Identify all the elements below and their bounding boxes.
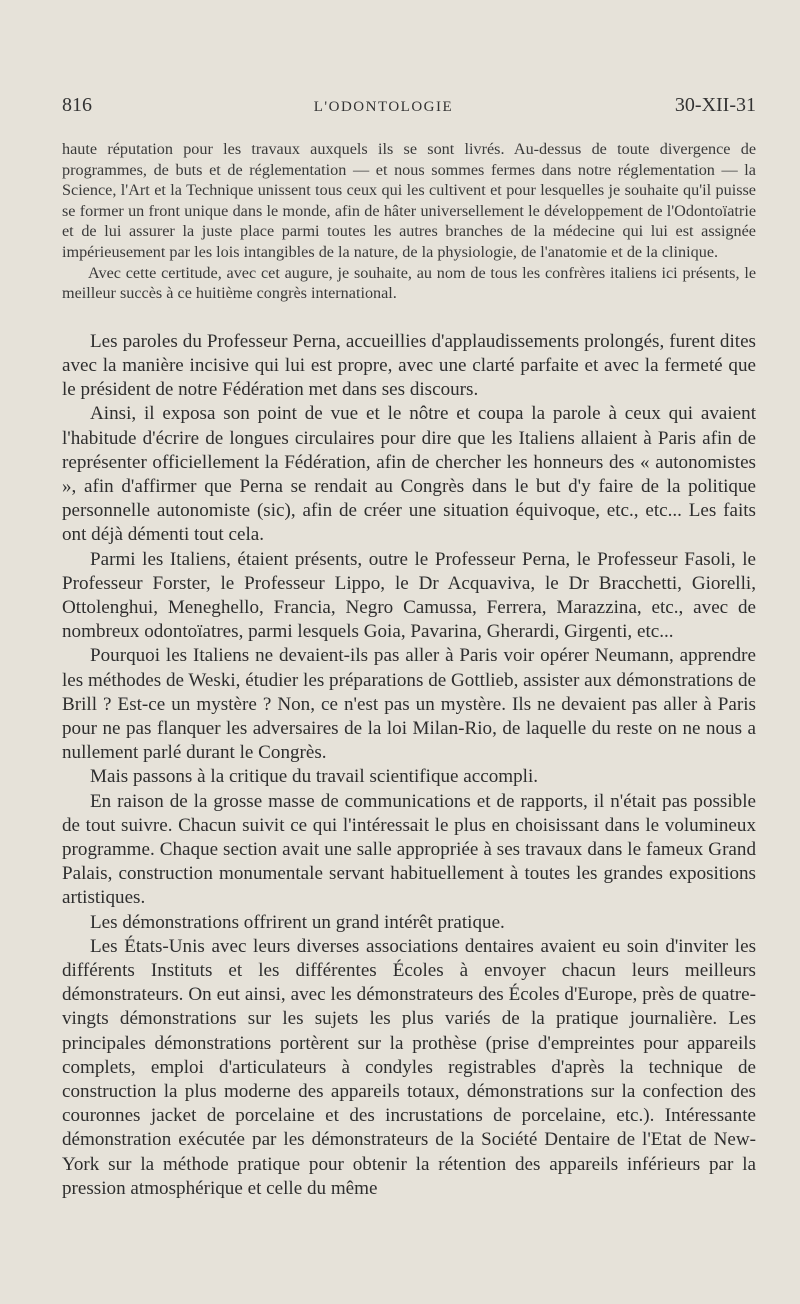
quote-paragraph: haute réputation pour les travaux auxquels ils se sont livrés. Au-dessus de toute divergence de programmes, de buts et de réglementation — et nous sommes fermes dans notre réglementation — la Science, l'Art et la Technique unissent tous ceux qui les cultivent et pour lesquelles je souhaite qu'il puisse se former un front unique dans le monde, afin de hâter universellement le développement de l'Odontoïatrie et de lui assurer la juste place parmi toutes les autres branches de la médecine qui lui est assignée impérieusement par les lois intangibles de la nature, de la physiologie, de l'anatomie et de la clinique. — [62, 140, 756, 261]
issue-date: 30-XII-31 — [674, 94, 756, 116]
journal-title: L'ODONTOLOGIE — [313, 99, 454, 115]
body-paragraph: Les paroles du Professeur Perna, accueillies d'applaudissements prolongés, furent dites avec la manière incisive qui lui est propre, avec une clarté parfaite et avec la fermeté que le président de notre Fédération met dans ses discours. — [62, 330, 756, 401]
body-paragraph: Mais passons à la critique du travail scientifique accompli. — [90, 766, 539, 788]
body-paragraph: Les États-Unis avec leurs diverses associations dentaires avaient eu soin d'inviter les différents Instituts et les différentes Écoles à envoyer chacun leurs meilleurs démonstrateurs. On eut ainsi, avec les démonstrateurs des Écoles d'Europe, près de quatre-vingts démonstrations sur les sujets les plus variés de la pratique journalière. Les principales démonstrations portèrent sur la prothèse (prise d'empreintes pour appareils complets, emploi d'articulateurs à condyles registrables d'après la technique de construction la plus moderne des appareils totaux, démonstrations sur la confection des couronnes jacket de porcelaine et des incrustations de porcelaine, etc.). Intéressante démonstration exécutée par les démonstrateurs de la Société Dentaire de l'Etat de New-York sur la méthode pratique pour obtenir la rétention des appareils inférieurs par la pression atmosphérique et celle du même — [62, 935, 756, 1199]
body-paragraph: Pourquoi les Italiens ne devaient-ils pas aller à Paris voir opérer Neumann, apprendre les méthodes de Weski, étudier les préparations de Gottlieb, assister aux démonstrations de Brill ? Est-ce un mystère ? Non, ce n'est pas un mystère. Ils ne devaient pas aller à Paris pour ne pas flanquer les adversaires de la loi Milan-Rio, de laquelle du reste on ne nous a nullement parlé durant le Congrès. — [62, 645, 756, 764]
article-body — [62, 330, 756, 1201]
body-paragraph: Parmi les Italiens, étaient présents, outre le Professeur Perna, le Professeur Fasoli, le Professeur Forster, le Professeur Lippo, le Dr Acquaviva, le Dr Bracchetti, Giorelli, Ottolenghui, Meneghello, Francia, Negro Camussa, Ferrera, Marazzina, etc., avec de nombreux odontoïatres, parmi lesquels Goia, Pavarina, Gherardi, Girgenti, etc... — [62, 548, 756, 643]
body-paragraph: En raison de la grosse masse de communications et de rapports, il n'était pas possible de tout suivre. Chacun suivit ce qui l'intéressait le plus en choisissant dans le volumineux programme. Chaque section avait une salle appropriée à ses travaux dans le fameux Grand Palais, construction monumentale servant habituellement à toutes les grandes expositions artistiques. — [62, 790, 756, 909]
running-header — [62, 94, 756, 117]
body-paragraph: Les démonstrations offrirent un grand intérêt pratique. — [90, 911, 505, 933]
quoted-speech — [62, 139, 756, 304]
quote-paragraph: Avec cette certitude, avec cet augure, je souhaite, au nom de tous les confrères italiens ici présents, le meilleur succès à ce huitième congrès international. — [62, 263, 756, 303]
page-number: 816 — [62, 94, 92, 116]
body-paragraph: Ainsi, il exposa son point de vue et le nôtre et coupa la parole à ceux qui avaient l'habitude d'écrire de longues circulaires pour dire que les Italiens allaient à Paris afin de représenter officiellement la Fédération, afin de chercher les honneurs des « autonomistes », afin d'affirmer que Perna se rendait au Congrès dans le but d'y faire de la politique personnelle autonomiste (sic), afin de créer une situation équivoque, etc., etc... Les faits ont déjà démenti tout cela. — [62, 403, 756, 546]
